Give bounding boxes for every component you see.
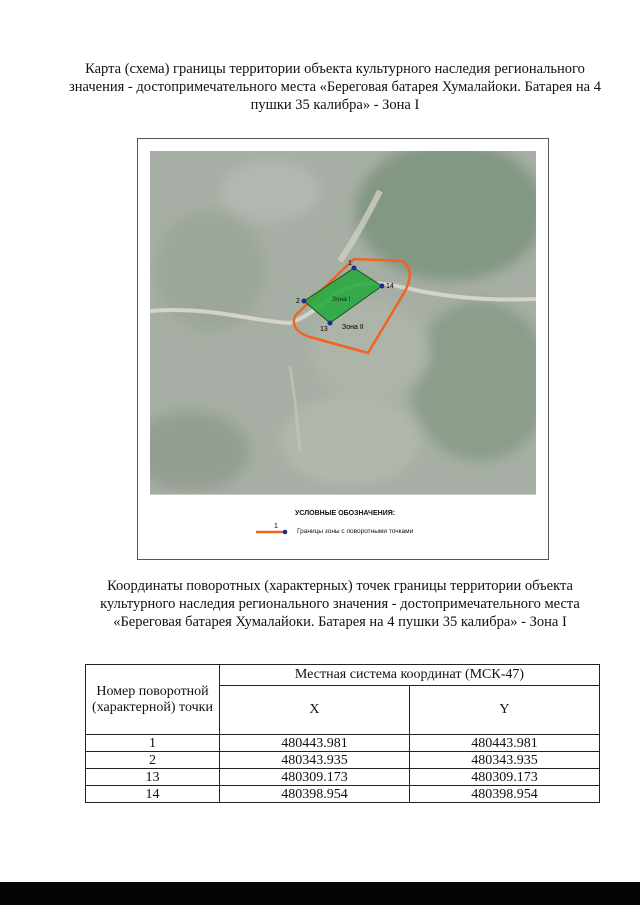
x-coordinate: 480398.954 [220,786,410,803]
point-marker-2 [302,299,307,304]
map-frame [137,138,549,560]
map-title: Карта (схема) границы территории объекта культурного наследия регионального значения - достопримечательного места «Береговая батарея Хумалайоки. Батарея на 4 пушки 35 калибра» - Зона I [69,61,601,113]
point-label-1: 1 [348,260,352,267]
x-coordinate: 480343.935 [220,752,410,769]
col-x-header: X [220,686,410,735]
point-label-2: 2 [296,298,300,305]
table-header-row [86,665,600,686]
table-row [86,752,600,769]
y-coordinate: 480398.954 [409,786,599,803]
x-coordinate: 480309.173 [220,769,410,786]
point-number: 1 [86,735,220,752]
point-label-14: 14 [386,283,394,290]
table-row [86,735,600,752]
legend-point-label: 1 [274,523,278,530]
legend-text: Границы зоны с поворотными точками [297,528,414,535]
point-number: 2 [86,752,220,769]
scan-bottom-edge [0,882,640,905]
col-system-header: Местная система координат (МСК-47) [220,665,600,686]
zone-1-label: Зона I [332,296,351,303]
table-row [86,786,600,803]
col-point-header: Номер поворотной (характерной) точки [86,665,220,735]
zone-2-label: Зона II [342,324,364,331]
coords-title: Координаты поворотных (характерных) точек границы территории объекта культурного наследия регионального значения - достопримечательного места «Береговая батарея Хумалайоки. Батарея на 4 пушки 35 калибра» - Зона I [100,578,580,630]
y-coordinate: 480443.981 [409,735,599,752]
map-divider [150,494,536,495]
legend-symbol [252,518,296,540]
x-coordinate: 480443.981 [220,735,410,752]
coordinates-table [85,664,600,803]
point-marker-1 [352,266,357,271]
legend-title: УСЛОВНЫЕ ОБОЗНАЧЕНИЯ: [295,510,396,517]
point-number: 14 [86,786,220,803]
point-number: 13 [86,769,220,786]
table-row [86,769,600,786]
point-marker-14 [380,284,385,289]
y-coordinate: 480343.935 [409,752,599,769]
point-label-13: 13 [320,326,328,333]
aerial-map[interactable] [150,151,536,494]
col-y-header: Y [409,686,599,735]
y-coordinate: 480309.173 [409,769,599,786]
point-marker-13 [328,321,333,326]
